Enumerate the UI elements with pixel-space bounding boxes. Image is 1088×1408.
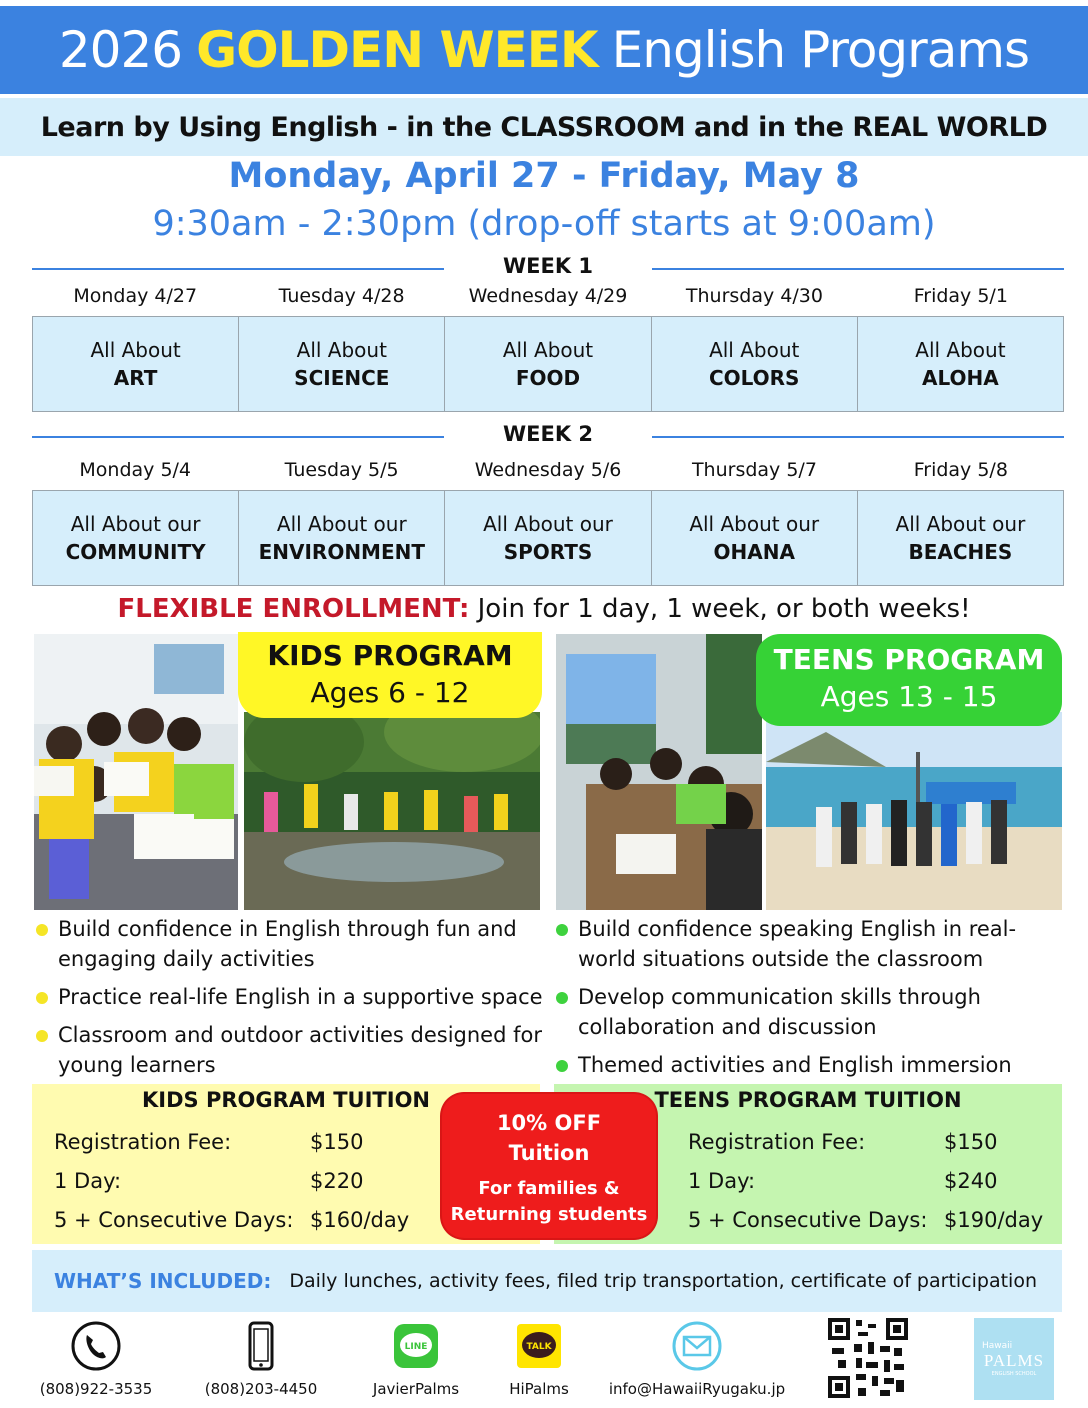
line-app-icon xyxy=(390,1320,442,1372)
logo-small-text: Hawaii xyxy=(982,1341,1013,1351)
tuition-value: $240 xyxy=(944,1169,998,1193)
list-item xyxy=(554,982,1034,1042)
list-item xyxy=(34,914,544,974)
theme-cell xyxy=(858,491,1063,585)
kids-program-badge xyxy=(238,632,542,718)
qr-code[interactable] xyxy=(828,1318,908,1398)
theme-cell xyxy=(33,491,239,585)
theme-name: BEACHES xyxy=(908,540,1013,564)
bullet-text: Build confidence speaking English in real-world situations outside the classroom xyxy=(578,917,1017,971)
kids-outdoor-photo xyxy=(244,712,540,910)
green-bullet-icon xyxy=(556,992,568,1004)
day-label: Friday 5/8 xyxy=(913,459,1008,481)
contact-email[interactable] xyxy=(600,1320,794,1398)
day-label: Monday 5/4 xyxy=(79,459,192,481)
bullet-text: Build confidence in English through fun and engaging daily activities xyxy=(58,917,517,971)
tuition-label: 1 Day: xyxy=(688,1169,756,1193)
theme-cell xyxy=(445,317,651,411)
list-item xyxy=(34,1020,544,1080)
kids-tuition-title: KIDS PROGRAM TUITION xyxy=(142,1088,430,1112)
contact-label: info@HawaiiRyugaku.jp xyxy=(608,1380,786,1398)
theme-name: COMMUNITY xyxy=(65,540,206,564)
day-label: Wednesday 5/6 xyxy=(474,459,622,481)
flexible-text: Join for 1 day, 1 week, or both weeks! xyxy=(469,594,971,624)
kids-benefits-list xyxy=(34,914,544,1088)
kakaotalk-icon xyxy=(513,1320,565,1372)
yellow-bullet-icon xyxy=(36,1030,48,1042)
list-item xyxy=(554,1050,1034,1080)
tuition-value: $160/day xyxy=(310,1208,410,1232)
subtitle-part2: and in the xyxy=(685,111,853,143)
theme-pre: All About xyxy=(502,338,594,362)
theme-pre: All About xyxy=(915,338,1006,362)
contact-phone[interactable] xyxy=(34,1320,158,1398)
discount-line1: For families & xyxy=(478,1178,620,1199)
contact-label: JavierPalms xyxy=(372,1380,460,1398)
title-rest: English Programs xyxy=(611,21,1030,79)
week2-label: WEEK 2 xyxy=(502,422,594,446)
theme-cell xyxy=(239,317,445,411)
tuition-label: 1 Day: xyxy=(54,1169,122,1193)
tuition-label: 5 + Consecutive Days: xyxy=(688,1208,928,1232)
day-label: Thursday 4/30 xyxy=(685,285,823,307)
tuition-value: $190/day xyxy=(944,1208,1044,1232)
theme-pre: All About xyxy=(709,338,800,362)
teens-tuition-title: TEENS PROGRAM TUITION xyxy=(654,1088,962,1112)
theme-cell xyxy=(858,317,1063,411)
theme-pre: All About xyxy=(90,338,181,362)
kids-certificate-photo xyxy=(34,634,238,910)
theme-pre: All About our xyxy=(70,512,201,536)
kids-program-ages: Ages 6 - 12 xyxy=(310,676,470,709)
tuition-value: $150 xyxy=(944,1130,998,1154)
tuition-value: $220 xyxy=(310,1169,364,1193)
whats-included-bar xyxy=(32,1250,1062,1312)
teens-program-title: TEENS PROGRAM xyxy=(773,643,1045,676)
title-year: 2026 xyxy=(58,21,183,79)
mobile-icon xyxy=(235,1320,287,1372)
yellow-bullet-icon xyxy=(36,992,48,1004)
title-banner xyxy=(0,6,1088,94)
program-times: 9:30am - 2:30pm (drop-off starts at 9:00am) xyxy=(152,204,936,244)
theme-name: ENVIRONMENT xyxy=(258,540,425,564)
yellow-bullet-icon xyxy=(36,924,48,936)
contact-label: HiPalms xyxy=(509,1380,569,1398)
theme-pre: All About our xyxy=(689,512,820,536)
theme-cell xyxy=(239,491,445,585)
theme-cell xyxy=(652,317,858,411)
contact-mobile[interactable] xyxy=(196,1320,326,1398)
day-label: Friday 5/1 xyxy=(913,285,1008,307)
theme-cell xyxy=(33,317,239,411)
contact-label: (808)922-3535 xyxy=(39,1380,153,1398)
title-highlight: GOLDEN WEEK xyxy=(196,21,598,79)
tuition-value: $150 xyxy=(310,1130,364,1154)
theme-pre: All About our xyxy=(276,512,407,536)
list-item xyxy=(554,914,1034,974)
teens-classroom-photo xyxy=(556,634,762,910)
kids-program-title: KIDS PROGRAM xyxy=(267,639,513,672)
week2-themes xyxy=(32,490,1064,586)
program-dates: Monday, April 27 - Friday, May 8 xyxy=(228,156,860,196)
contact-line[interactable] xyxy=(366,1320,466,1398)
contact-kakaotalk[interactable] xyxy=(494,1320,584,1398)
theme-name: OHANA xyxy=(713,540,795,564)
tuition-label: Registration Fee: xyxy=(54,1130,232,1154)
phone-icon xyxy=(70,1320,122,1372)
theme-name: FOOD xyxy=(515,366,581,390)
logo-big-text: PALMS xyxy=(983,1351,1045,1370)
discount-line2: Returning students xyxy=(450,1204,648,1225)
flexible-enrollment xyxy=(0,594,1088,624)
theme-pre: All About our xyxy=(895,512,1026,536)
subtitle-banner xyxy=(0,98,1088,156)
theme-cell xyxy=(445,491,651,585)
day-label: Monday 4/27 xyxy=(73,285,198,307)
discount-percent: 10% OFF xyxy=(496,1111,602,1135)
list-item xyxy=(34,982,544,1012)
day-label: Wednesday 4/29 xyxy=(468,285,628,307)
teens-benefits-list xyxy=(554,914,1034,1088)
week2-days xyxy=(32,459,1064,481)
line-glyph: LINE xyxy=(404,1342,428,1352)
contact-label: (808)203-4450 xyxy=(204,1380,318,1398)
theme-cell xyxy=(652,491,858,585)
week1-label: WEEK 1 xyxy=(502,254,594,278)
week1-themes xyxy=(32,316,1064,412)
week1-days xyxy=(32,285,1064,307)
talk-glyph: TALK xyxy=(526,1342,552,1352)
day-label: Tuesday 5/5 xyxy=(284,459,399,481)
logo-tag-text: ENGLISH SCHOOL xyxy=(991,1371,1037,1377)
day-label: Tuesday 4/28 xyxy=(278,285,405,307)
day-label: Thursday 5/7 xyxy=(691,459,817,481)
theme-name: COLORS xyxy=(708,366,800,390)
green-bullet-icon xyxy=(556,924,568,936)
theme-name: ALOHA xyxy=(922,366,999,390)
flexible-label: FLEXIBLE ENROLLMENT: xyxy=(117,594,470,624)
subtitle-bold2: REAL WORLD xyxy=(852,111,1048,143)
week2-header xyxy=(32,424,1064,452)
theme-name: SPORTS xyxy=(503,540,593,564)
green-bullet-icon xyxy=(556,1060,568,1072)
week1-header xyxy=(32,256,1064,284)
qr-code-icon xyxy=(828,1318,908,1398)
bullet-text: Develop communication skills through collaboration and discussion xyxy=(578,985,981,1039)
subtitle-part1: Learn by Using English - in the xyxy=(40,111,501,143)
tuition-label: Registration Fee: xyxy=(688,1130,866,1154)
teens-program-ages: Ages 13 - 15 xyxy=(820,680,998,713)
theme-pre: All About xyxy=(296,338,387,362)
bullet-text: Classroom and outdoor activities designed for young learners xyxy=(58,1023,542,1077)
bullet-text: Practice real-life English in a supportive space xyxy=(58,985,543,1009)
email-icon xyxy=(671,1320,723,1372)
tuition-label: 5 + Consecutive Days: xyxy=(54,1208,294,1232)
included-label: WHAT’S INCLUDED: xyxy=(54,1269,272,1293)
discount-word: Tuition xyxy=(508,1141,590,1165)
discount-badge xyxy=(442,1094,656,1238)
included-text: Daily lunches, activity fees, filed trip transportation, certificate of participation xyxy=(289,1270,1037,1292)
theme-name: ART xyxy=(113,366,158,390)
bullet-text: Themed activities and English immersion xyxy=(578,1053,1012,1077)
theme-name: SCIENCE xyxy=(294,366,390,390)
subtitle-bold1: CLASSROOM xyxy=(500,111,686,143)
hawaii-palms-logo xyxy=(974,1318,1054,1400)
teens-program-badge xyxy=(756,634,1062,726)
theme-pre: All About our xyxy=(483,512,613,536)
teens-beach-photo xyxy=(766,712,1062,910)
